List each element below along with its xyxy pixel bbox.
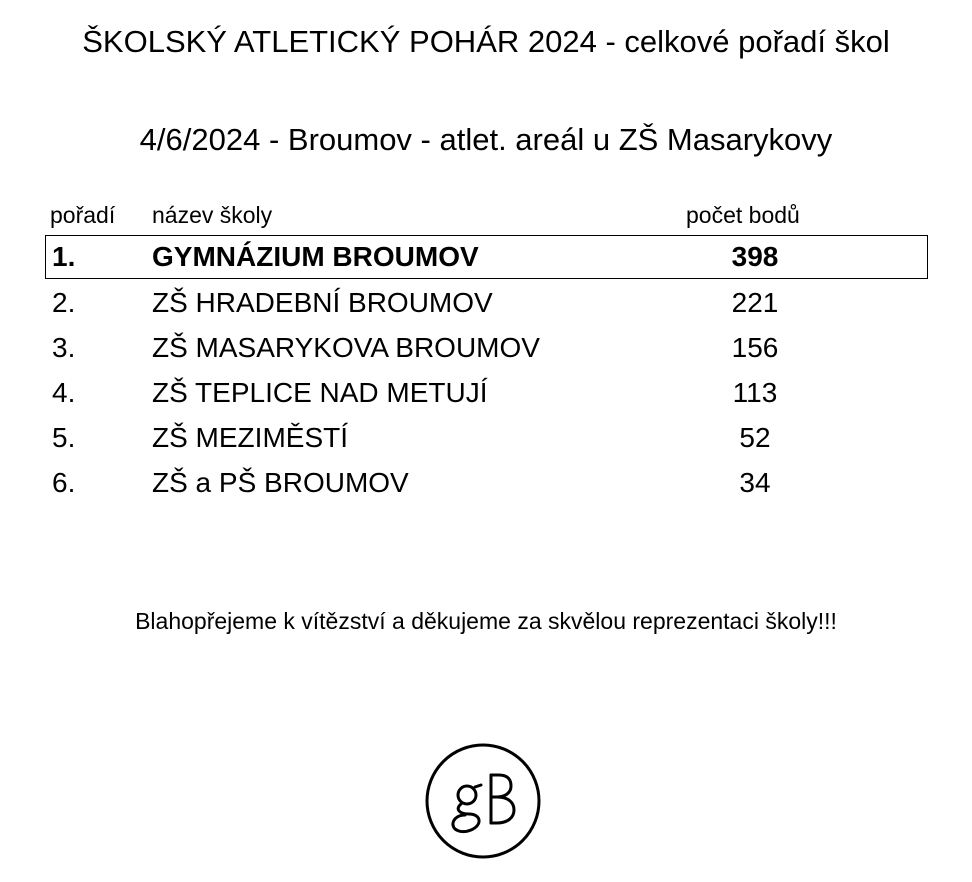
row-rank: 3. bbox=[52, 332, 76, 363]
row-points: 221 bbox=[731, 287, 779, 318]
row-school-name: ZŠ a PŠ BROUMOV bbox=[152, 467, 409, 498]
row-school-name: ZŠ TEPLICE NAD METUJÍ bbox=[152, 377, 488, 408]
row-school-name: ZŠ MASARYKOVA BROUMOV bbox=[152, 332, 540, 363]
row-school-name: ZŠ MEZIMĚSTÍ bbox=[152, 422, 348, 453]
table-row bbox=[45, 371, 928, 415]
table-row bbox=[45, 416, 928, 460]
table-row bbox=[45, 281, 928, 325]
row-points: 34 bbox=[739, 467, 771, 498]
row-rank: 6. bbox=[52, 467, 76, 498]
row-rank: 5. bbox=[52, 422, 76, 453]
row-points: 398 bbox=[731, 241, 779, 272]
table-row bbox=[45, 326, 928, 370]
table-row bbox=[45, 461, 928, 505]
row-points: 113 bbox=[732, 377, 778, 408]
event-subtitle: 4/6/2024 - Broumov - atlet. areál u ZŠ Masarykovy bbox=[139, 122, 833, 157]
gb-circle-logo-icon bbox=[425, 743, 541, 859]
row-school-name: GYMNÁZIUM BROUMOV bbox=[152, 241, 479, 272]
row-rank: 1. bbox=[52, 241, 76, 272]
page-title: ŠKOLSKÝ ATLETICKÝ POHÁR 2024 - celkové pořadí škol bbox=[82, 24, 890, 59]
table-row-winner bbox=[45, 235, 928, 279]
row-points: 52 bbox=[739, 422, 771, 453]
row-rank: 4. bbox=[52, 377, 76, 408]
row-rank: 2. bbox=[52, 287, 76, 318]
column-header-points: počet bodů bbox=[686, 202, 800, 228]
row-points: 156 bbox=[731, 332, 779, 363]
congratulations-message: Blahopřejeme k vítězství a děkujeme za skvělou reprezentaci školy!!! bbox=[135, 608, 837, 634]
column-header-school-name: název školy bbox=[152, 202, 273, 228]
column-header-rank: pořadí bbox=[50, 202, 116, 228]
row-school-name: ZŠ HRADEBNÍ BROUMOV bbox=[152, 287, 493, 318]
